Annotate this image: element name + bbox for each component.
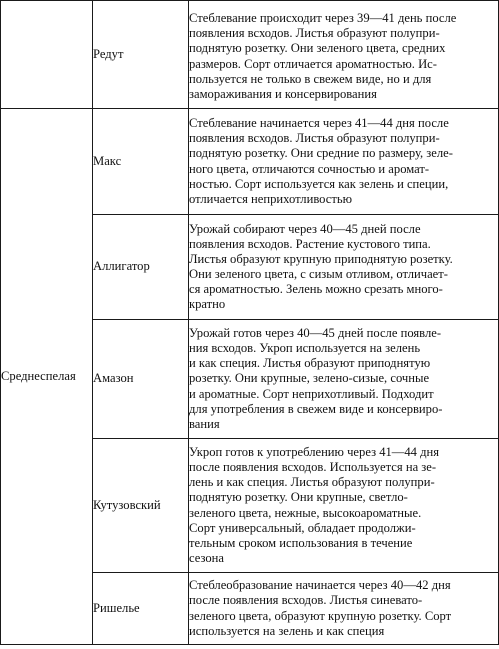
description-line: после появления всходов. Листья синевато- (189, 593, 423, 608)
description-cell (189, 573, 499, 645)
description-line: тельным сроком использования в течение (189, 535, 413, 550)
description-line: розетку. Они крупные, зелено-сизые, сочные (189, 371, 430, 386)
variety-cell: Редут (93, 1, 189, 109)
description-line: отличается неприхотливостью (189, 191, 353, 206)
description-line: Листья образуют крупную приподнятую розетку. (189, 251, 453, 266)
description-line: Стеблеобразование начинается через 40—42 дня (189, 578, 451, 593)
variety-cell: Амазон (93, 320, 189, 439)
description-line: Урожай собирают через 40—45 дней после (189, 221, 421, 236)
group-cell (1, 1, 93, 109)
description-line: и ароматные. Сорт неприхотливый. Подходит (189, 386, 434, 401)
description-line: поднятую розетку. Они средние по размеру, зеле- (189, 146, 453, 161)
description-line: поднятую розетку. Они крупные, светло- (189, 490, 408, 505)
description-line: поднятую розетку. Они зеленого цвета, средних (189, 41, 446, 56)
description-line: вания (189, 416, 220, 431)
variety-cell: Ришелье (93, 573, 189, 645)
description-line: и как специя. Листья образуют приподнятую (189, 356, 431, 371)
description-line: появления всходов. Листья образуют полупри- (189, 26, 440, 41)
variety-cell: Кутузовский (93, 439, 189, 573)
description-line: Сорт универсальный, обладает продолжи- (189, 520, 416, 535)
description-line: Укроп готов к употреблению через 41—44 дня (189, 445, 440, 460)
description-line: Они зеленого цвета, с сизым отливом, отличает- (189, 267, 448, 281)
description-cell (189, 439, 499, 573)
description-line: замораживания и консервирования (189, 86, 377, 101)
description-line: сезона (189, 550, 225, 565)
description-line: используется на зелень и как специя (189, 623, 385, 638)
description-line: зеленого цвета, образуют крупную розетку. Сорт (189, 608, 452, 623)
description-line: Урожай готов через 40—45 дней после появле- (189, 326, 442, 341)
description-cell (189, 109, 499, 215)
description-line: ся ароматностью. Зелень можно срезать много- (189, 282, 443, 297)
ripeness-group-cell: Среднеспелая (1, 109, 93, 645)
description-line: Стеблевание происходит через 39—41 день после (189, 11, 457, 26)
description-line: пользуется не только в свежем виде, но и для (189, 71, 432, 86)
description-line: появления всходов. Листья образуют полупри- (189, 131, 440, 146)
variety-cell: Аллигатор (93, 215, 189, 320)
description-line: ностью. Сорт используется как зелень и специи, (189, 176, 449, 191)
description-line: для употребления в свежем виде и консервиро- (189, 401, 443, 416)
description-line: ного цвета, отличаются сочностью и аромат- (189, 161, 430, 176)
description-line: появления всходов. Растение кустового типа. (189, 236, 431, 251)
table-row (1, 109, 499, 215)
description-line: размеров. Сорт отличается ароматностью. Ис- (189, 56, 437, 71)
variety-cell: Макс (93, 109, 189, 215)
description-line: кратно (189, 297, 226, 312)
table-row (1, 1, 499, 109)
description-line: лень и как специя. Листья образуют полупри- (189, 475, 435, 490)
description-cell (189, 320, 499, 439)
description-cell (189, 1, 499, 109)
description-line: Стеблевание начинается через 41—44 дня после (189, 116, 449, 131)
description-cell (189, 215, 499, 320)
description-line: зеленого цвета, нежные, высокоароматные. (189, 505, 422, 520)
description-line: ния всходов. Укроп используется на зелень (189, 341, 421, 356)
description-line: после появления всходов. Используется на зе- (189, 460, 437, 475)
